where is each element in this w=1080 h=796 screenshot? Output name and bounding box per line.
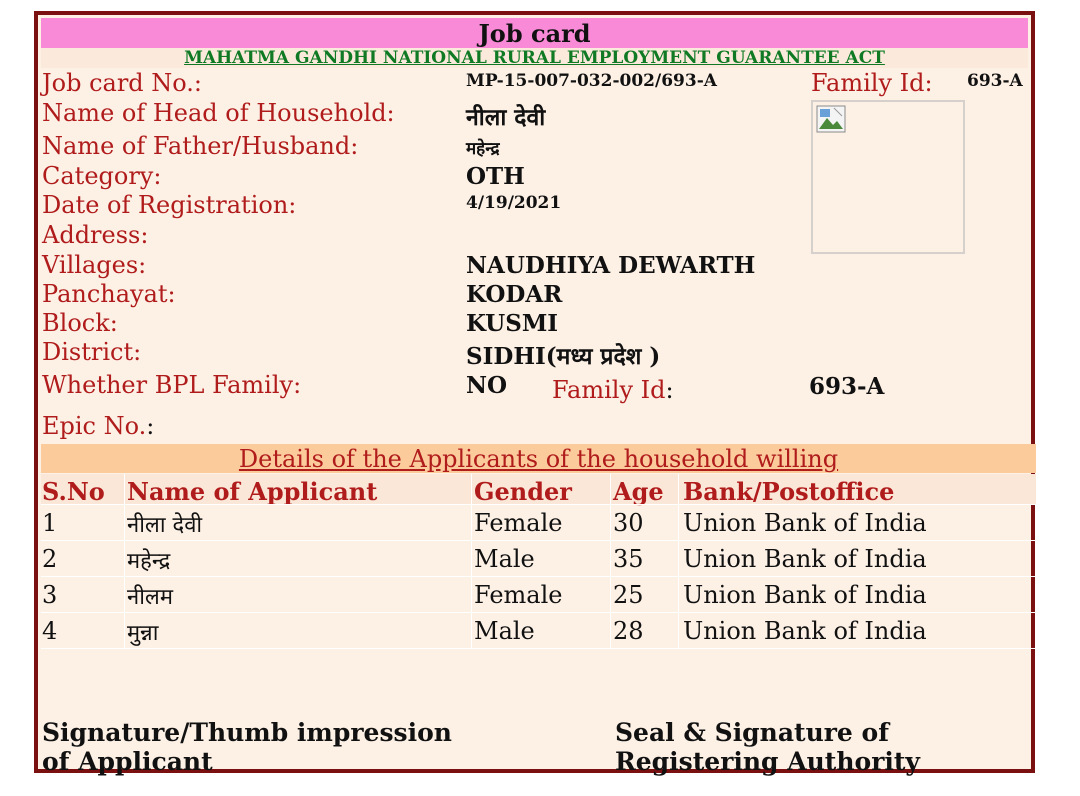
epic-no-label: Epic No.:: [42, 412, 155, 440]
column-header-gender: Gender: [474, 477, 572, 506]
column-divider: [678, 474, 679, 648]
block-label: Block:: [42, 309, 118, 337]
cell-sno: 2: [42, 545, 58, 573]
table-row: [41, 576, 1036, 612]
head-of-household-value: नीला देवी: [466, 104, 546, 131]
village-label: Villages:: [42, 251, 147, 279]
cell-sno: 1: [42, 509, 58, 537]
panchayat-label: Panchayat:: [42, 280, 176, 308]
block-value: KUSMI: [466, 310, 559, 337]
village-value: NAUDHIYA DEWARTH: [466, 252, 756, 279]
column-header-sno: S.No: [42, 477, 105, 506]
address-label: Address:: [42, 221, 149, 249]
job-card: [34, 11, 1035, 776]
cell-applicant-name: नीला देवी: [127, 513, 203, 538]
category-label: Category:: [42, 162, 162, 190]
job-card-no-value: MP-15-007-032-002/693-A: [466, 71, 717, 91]
cell-gender: Male: [474, 545, 535, 573]
authority-signature-label: Seal & Signature of Registering Authority: [615, 718, 920, 776]
cell-applicant-name: महेन्द्र: [127, 549, 171, 574]
column-divider: [471, 474, 472, 648]
act-bar: [41, 48, 1028, 68]
cell-applicant-name: नीलम: [127, 585, 173, 610]
column-header-name: Name of Applicant: [127, 477, 378, 506]
applicants-heading-bar: [41, 444, 1036, 473]
table-row: [41, 612, 1036, 648]
cell-applicant-name: मुन्ना: [127, 621, 159, 646]
table-row: [41, 540, 1036, 576]
bpl-family-label: Whether BPL Family:: [42, 371, 302, 399]
family-id-value: 693-A: [967, 71, 1023, 91]
applicant-signature-label: Signature/Thumb impression of Applicant: [42, 718, 452, 776]
family-id-secondary-label: Family Id:: [552, 376, 674, 404]
district-label: District:: [42, 338, 142, 366]
family-id-label: Family Id:: [811, 69, 933, 97]
bpl-family-value: NO: [466, 372, 508, 399]
column-divider: [610, 474, 611, 648]
table-header-row: [41, 474, 1036, 504]
cell-age: 30: [613, 509, 644, 537]
registration-date-value: 4/19/2021: [466, 193, 562, 213]
table-bottom-rule: [41, 648, 1036, 650]
father-husband-value: महेन्द्र: [466, 139, 500, 159]
table-row: [41, 504, 1036, 540]
job-card-no-label: Job card No.:: [42, 69, 203, 97]
applicants-heading: Details of the Applicants of the household willing: [238, 445, 839, 473]
cell-sno: 4: [42, 617, 58, 645]
act-name: MAHATMA GANDHI NATIONAL RURAL EMPLOYMENT GUARANTEE ACT: [184, 48, 885, 68]
father-husband-label: Name of Father/Husband:: [42, 132, 359, 160]
cell-gender: Female: [474, 509, 563, 537]
cell-age: 28: [613, 617, 644, 645]
cell-age: 35: [613, 545, 644, 573]
cell-bank: Union Bank of India: [683, 617, 927, 645]
family-id-secondary-value: 693-A: [809, 373, 885, 400]
applicant-photo: [811, 100, 965, 254]
title-bar: [41, 18, 1028, 48]
column-header-age: Age: [613, 477, 664, 506]
column-header-bank: Bank/Postoffice: [683, 477, 895, 506]
cell-bank: Union Bank of India: [683, 509, 927, 537]
registration-date-label: Date of Registration:: [42, 191, 297, 219]
head-of-household-label: Name of Head of Household:: [42, 99, 395, 127]
column-divider: [124, 474, 125, 648]
category-value: OTH: [466, 163, 525, 190]
card-title: Job card: [478, 19, 591, 48]
cell-age: 25: [613, 581, 644, 609]
cell-bank: Union Bank of India: [683, 545, 927, 573]
cell-sno: 3: [42, 581, 58, 609]
cell-gender: Female: [474, 581, 563, 609]
cell-gender: Male: [474, 617, 535, 645]
broken-image-icon: [816, 105, 846, 133]
district-value: SIDHI(मध्य प्रदेश ): [466, 343, 661, 370]
cell-bank: Union Bank of India: [683, 581, 927, 609]
panchayat-value: KODAR: [466, 281, 563, 308]
